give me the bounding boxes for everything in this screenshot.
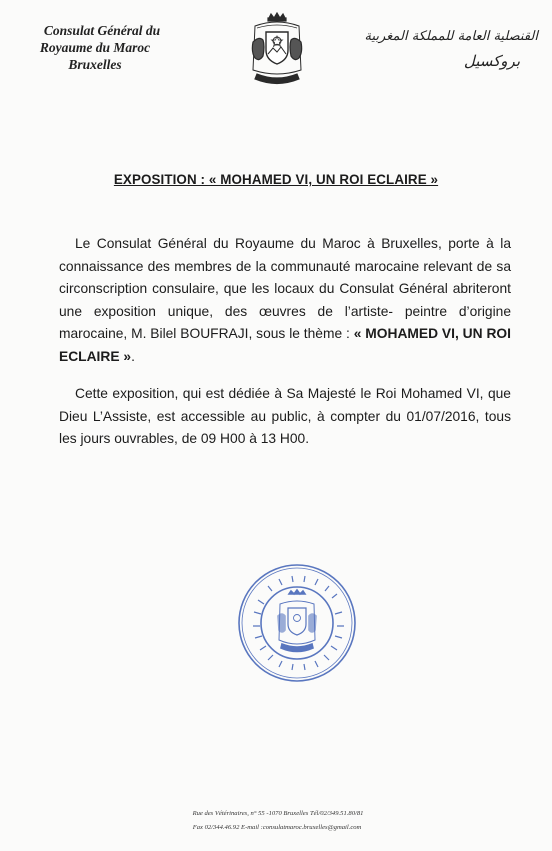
paragraph-2-line-3: compter du 01/07/2016, tous les jours ouvrables, de 09 H00 à xyxy=(59,408,511,446)
paragraph-1-line-6: BOUFRAJI, sous le thème : xyxy=(180,326,350,341)
header-line-1: Consulat Général du xyxy=(43,23,161,38)
paragraph-2 xyxy=(59,383,511,451)
letter-footer xyxy=(0,807,552,835)
paragraph-1-line-3: marocaine relevant de sa circonscription consulaire, que les xyxy=(59,258,511,296)
exhibition-theme: « MOHAMED VI, UN ROI ECLAIRE » xyxy=(59,326,511,364)
paragraph-2-line-4: 13 H00. xyxy=(260,431,310,446)
paragraph-2-line-2: Mohamed VI, que Dieu L’Assiste, est accessible au public, à xyxy=(59,386,511,424)
paragraph-1-line-4: locaux du Consulat Général abriteront une exposition unique, xyxy=(59,281,511,319)
paragraph-2-line-1: Cette exposition, qui est dédiée à Sa Majesté le Roi xyxy=(75,386,397,401)
consulate-name-arabic xyxy=(338,26,538,74)
paragraph-1-line-2: porte à la connaissance des membres de la communauté xyxy=(59,236,511,274)
arabic-header-line-2: بروكسيل xyxy=(463,52,520,70)
paragraph-1-line-5: des œuvres de l’artiste- peintre d’origine marocaine, M. Bilel xyxy=(59,303,511,341)
consulate-stamp-icon xyxy=(234,560,360,686)
footer-address: Rue des Vétérinaires, n° 55 -1070 Bruxelles Tél/02/349.51.80/81 xyxy=(192,810,364,817)
header-line-2: Royaume du Maroc xyxy=(39,40,151,55)
paragraph-1-line-1: Le Consulat Général du Royaume du Maroc à Bruxelles, xyxy=(75,236,442,251)
footer-contact: Fax 02/344.46.92 E-mail :consulatmaroc.bruxelles@gmail.com xyxy=(192,824,362,831)
paragraph-1 xyxy=(59,233,511,368)
coat-of-arms-icon xyxy=(247,12,307,88)
letter-body xyxy=(59,233,511,451)
header-line-3: Bruxelles xyxy=(68,57,122,72)
paragraph-1-end: . xyxy=(131,348,135,364)
arabic-header-line-1: القنصلية العامة للمملكة المغربية xyxy=(364,29,538,44)
consulate-name-french xyxy=(0,22,190,73)
document-title: EXPOSITION : « MOHAMED VI, UN ROI ECLAIRE » xyxy=(113,172,439,187)
